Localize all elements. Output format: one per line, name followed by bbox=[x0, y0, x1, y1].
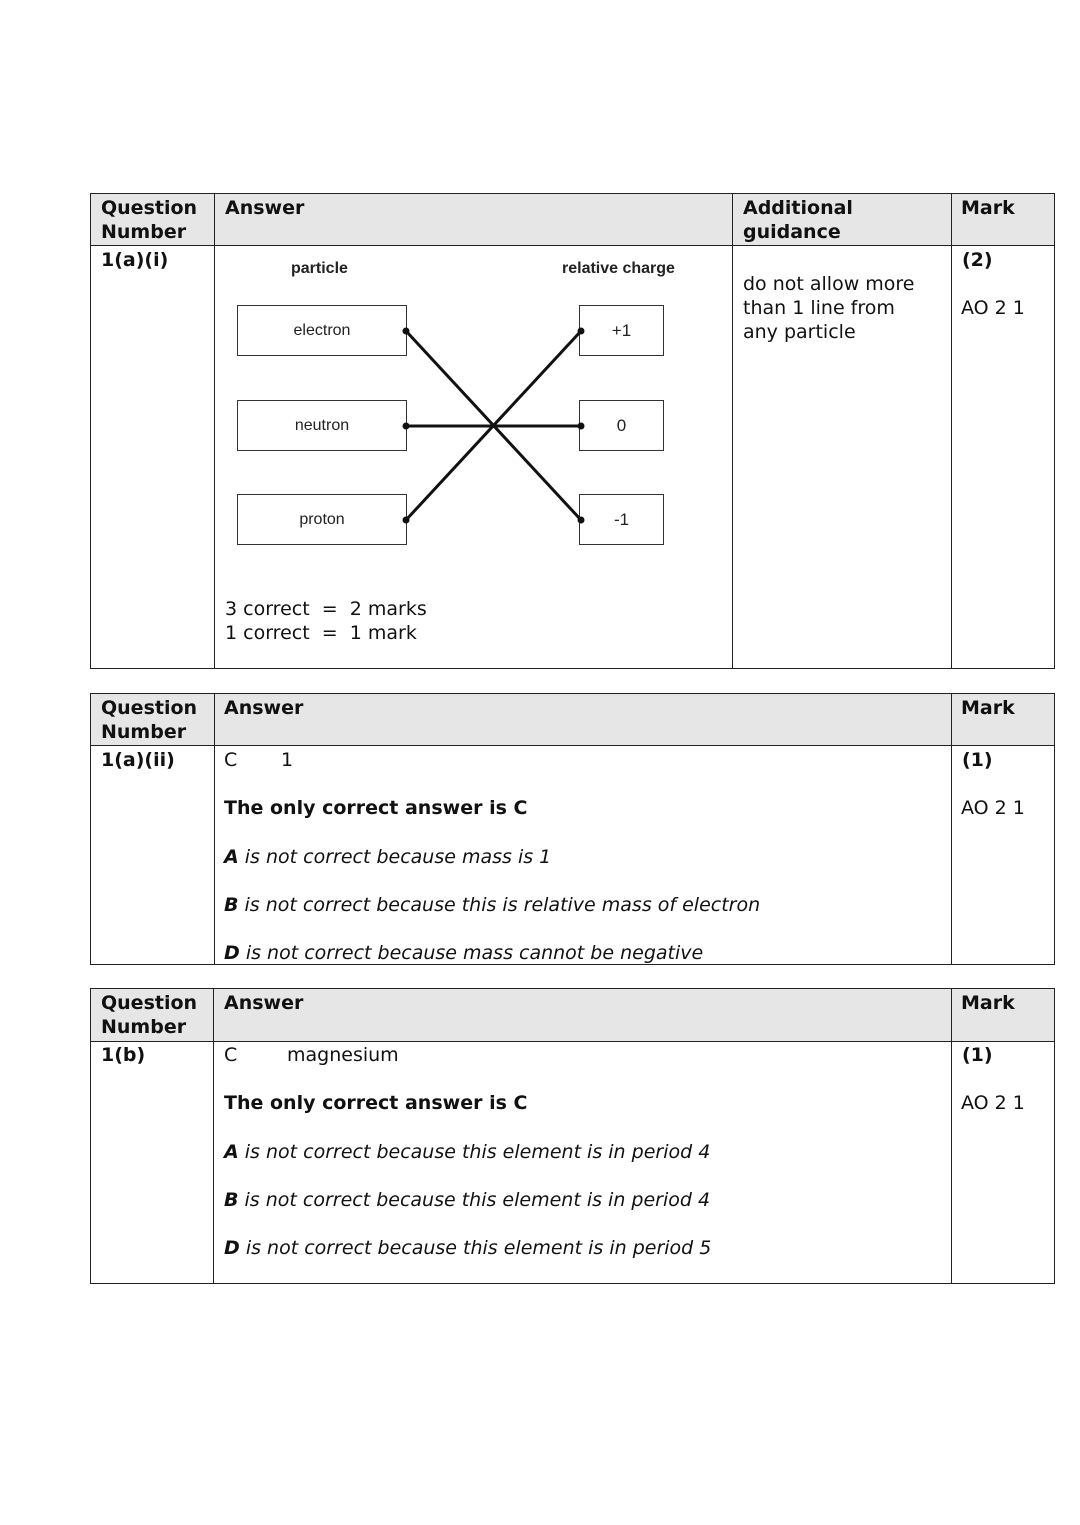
mark-value: (1) bbox=[962, 1044, 993, 1066]
particle-box-electron: electron bbox=[237, 305, 407, 356]
question-number: 1(b) bbox=[101, 1044, 146, 1066]
distractor-explanation-b: B is not correct because this element is in period 4 bbox=[224, 1189, 711, 1211]
answer-option-value: magnesium bbox=[287, 1044, 399, 1066]
assessment-objective: AO 2 1 bbox=[961, 1092, 1025, 1114]
distractor-explanation-d: D is not correct because mass cannot be negative bbox=[224, 942, 704, 964]
distractor-explanation-a: A is not correct because mass is 1 bbox=[224, 846, 552, 868]
charge-box-plus-one: +1 bbox=[579, 305, 664, 356]
assessment-objective: AO 2 1 bbox=[961, 797, 1025, 819]
particle-box-neutron: neutron bbox=[237, 400, 407, 451]
mark-scheme-table-1a-ii bbox=[90, 693, 1055, 965]
correct-answer-statement: The only correct answer is C bbox=[224, 1092, 528, 1114]
particle-box-proton: proton bbox=[237, 494, 407, 545]
distractor-explanation-a: A is not correct because this element is in period 4 bbox=[224, 1141, 711, 1163]
answer-option-letter: C bbox=[224, 1044, 238, 1066]
header-additional-guidance: Additional guidance bbox=[743, 197, 853, 243]
distractor-explanation-d: D is not correct because this element is in period 5 bbox=[224, 1237, 712, 1259]
mark-value: (2) bbox=[962, 249, 993, 271]
header-answer: Answer bbox=[224, 697, 304, 719]
charge-heading: relative charge bbox=[562, 260, 675, 277]
question-number: 1(a)(i) bbox=[101, 249, 169, 271]
assessment-objective: AO 2 1 bbox=[961, 297, 1025, 319]
question-number: 1(a)(ii) bbox=[101, 749, 175, 771]
particle-charge-diagram bbox=[215, 246, 732, 566]
header-answer: Answer bbox=[224, 992, 304, 1014]
header-question-number: Question Number bbox=[101, 697, 198, 743]
distractor-explanation-b: B is not correct because this is relative mass of electron bbox=[224, 894, 761, 916]
answer-option-value: 1 bbox=[281, 749, 294, 771]
header-question-number: Question Number bbox=[101, 992, 198, 1038]
marking-line-1: 3 correct = 2 marks bbox=[225, 598, 427, 620]
mark-value: (1) bbox=[962, 749, 993, 771]
answer-option-letter: C bbox=[224, 749, 238, 771]
guidance-text: do not allow more than 1 line from any particle bbox=[743, 273, 915, 343]
correct-answer-statement: The only correct answer is C bbox=[224, 797, 528, 819]
header-mark: Mark bbox=[961, 992, 1015, 1014]
header-mark: Mark bbox=[961, 697, 1015, 719]
marking-line-2: 1 correct = 1 mark bbox=[225, 622, 417, 644]
particle-heading: particle bbox=[291, 260, 348, 277]
charge-box-minus-one: -1 bbox=[579, 494, 664, 545]
connector-lines bbox=[215, 246, 732, 566]
mark-scheme-table-1a-i bbox=[90, 193, 1055, 669]
mark-scheme-table-1b bbox=[90, 988, 1055, 1284]
header-question-number: Question Number bbox=[101, 197, 198, 243]
header-mark: Mark bbox=[961, 197, 1015, 219]
charge-box-zero: 0 bbox=[579, 400, 664, 451]
header-answer: Answer bbox=[225, 197, 305, 219]
